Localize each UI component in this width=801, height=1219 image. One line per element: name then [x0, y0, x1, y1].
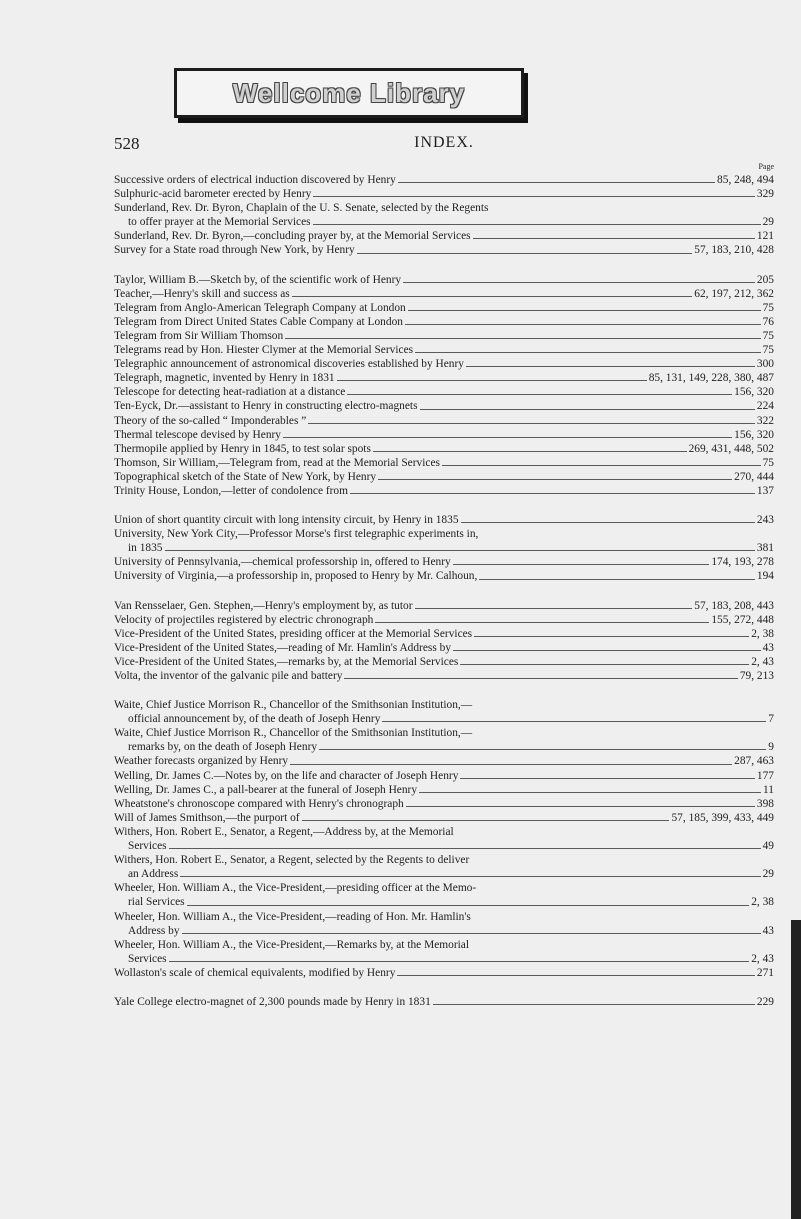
index-entry	[114, 287, 774, 301]
leader-line	[337, 380, 647, 381]
entry-pages: 2, 43	[751, 952, 774, 965]
index-entry	[114, 428, 774, 442]
entry-text: Waite, Chief Justice Morrison R., Chancellor of the Smithsonian Institution,—	[114, 699, 473, 712]
entry-pages: 29	[762, 868, 774, 881]
leader-line	[460, 778, 755, 779]
index-body	[114, 173, 774, 1024]
leader-line	[382, 721, 766, 722]
leader-line	[290, 764, 732, 765]
index-entry	[114, 357, 774, 371]
entry-text: Vice-President of the United States, presiding officer at the Memorial Services	[114, 627, 473, 640]
index-entry	[114, 769, 774, 783]
leader-line	[415, 352, 761, 353]
entry-text: Topographical sketch of the State of New York, by Henry	[114, 470, 377, 483]
entry-continuation	[114, 895, 774, 909]
leader-line	[460, 664, 749, 665]
leader-line	[406, 806, 755, 807]
page-header	[114, 134, 774, 171]
entry-pages: 156, 320	[734, 386, 774, 399]
leader-line	[344, 678, 737, 679]
entry-continuation-text: to offer prayer at the Memorial Services	[128, 216, 311, 229]
entry-text: Telegraph, magnetic, invented by Henry in 1831	[114, 372, 335, 385]
entry-text: Waite, Chief Justice Morrison R., Chancellor of the Smithsonian Institution,—	[114, 727, 473, 740]
page-number: 528	[114, 134, 140, 153]
entry-pages: 62, 197, 212, 362	[694, 287, 774, 300]
entry-pages: 269, 431, 448, 502	[688, 442, 774, 455]
leader-line	[165, 550, 755, 551]
index-entry	[114, 569, 774, 583]
running-head: INDEX.	[414, 134, 474, 151]
leader-line	[169, 848, 761, 849]
entry-text: Vice-President of the United States,—reading of Mr. Hamlin's Address by	[114, 641, 452, 654]
entry-continuation	[114, 867, 774, 881]
entry-pages: 2, 38	[751, 896, 774, 909]
library-stamp-text: Wellcome Library	[232, 77, 466, 108]
index-entry	[114, 371, 774, 385]
entry-text: Telegraphic announcement of astronomical discoveries established by Henry	[114, 358, 464, 371]
entry-pages: 155, 272, 448	[711, 613, 774, 626]
leader-line	[347, 394, 732, 395]
index-entry	[114, 726, 774, 754]
entry-text: Survey for a State road through New York, by Henry	[114, 244, 355, 257]
index-entry	[114, 484, 774, 498]
leader-line	[453, 650, 761, 651]
entry-text: Volta, the inventor of the galvanic pile and battery	[114, 670, 343, 682]
leader-line	[319, 749, 766, 750]
entry-pages: 177	[756, 769, 774, 782]
index-entry	[114, 627, 774, 641]
index-entry	[114, 881, 774, 909]
entry-pages: 137	[756, 484, 774, 497]
entry-text: Withers, Hon. Robert E., Senator, a Regent,—Address by, at the Memorial	[114, 825, 454, 838]
index-entry	[114, 343, 774, 357]
entry-continuation	[114, 712, 774, 726]
leader-line	[473, 238, 755, 239]
entry-text: Trinity House, London,—letter of condolence from	[114, 484, 348, 497]
entry-continuation-text: rial Services	[128, 896, 185, 909]
index-entry	[114, 273, 774, 287]
leader-line	[283, 437, 732, 438]
leader-line	[403, 282, 755, 283]
index-entry	[114, 173, 774, 187]
entry-text: Sunderland, Rev. Dr. Byron, Chaplain of the U. S. Senate, selected by the Regents	[114, 202, 489, 215]
entry-text: Van Rensselaer, Gen. Stephen,—Henry's employment by, as tutor	[114, 599, 413, 612]
leader-line	[313, 196, 755, 197]
index-entry	[114, 301, 774, 315]
index-entry	[114, 399, 774, 413]
entry-pages: 75	[762, 301, 774, 314]
index-entry	[114, 754, 774, 768]
entry-pages: 57, 183, 208, 443	[694, 599, 774, 612]
index-entry	[114, 655, 774, 669]
entry-pages: 43	[762, 924, 774, 937]
entry-pages: 205	[756, 273, 774, 286]
entry-pages: 271	[756, 966, 774, 979]
index-entry	[114, 329, 774, 343]
index-group	[114, 599, 774, 684]
leader-line	[187, 905, 750, 906]
entry-pages: 57, 183, 210, 428	[694, 244, 774, 257]
entry-text: Velocity of projectiles registered by electric chronograph	[114, 613, 374, 626]
leader-line	[408, 310, 761, 311]
leader-line	[397, 975, 755, 976]
entry-pages: 287, 463	[734, 755, 774, 768]
entry-text: Vice-President of the United States,—remarks by, at the Memorial Services	[114, 655, 459, 668]
leader-line	[182, 933, 761, 934]
index-entry	[114, 910, 774, 938]
leader-line	[433, 1004, 755, 1005]
leader-line	[398, 182, 715, 183]
entry-text: Wheeler, Hon. William A., the Vice-President,—reading of Hon. Mr. Hamlin's	[114, 910, 471, 923]
index-entry	[114, 669, 774, 683]
entry-pages: 300	[756, 358, 774, 371]
entry-pages: 85, 248, 494	[717, 174, 774, 186]
library-stamp	[174, 68, 524, 118]
leader-line	[285, 338, 760, 339]
entry-text: Wheeler, Hon. William A., the Vice-President,—Remarks by, at the Memorial	[114, 938, 470, 951]
entry-text: Theory of the so-called “ Imponderables ”	[114, 414, 307, 427]
entry-continuation-text: an Address	[128, 868, 179, 881]
entry-pages: 2, 38	[751, 627, 774, 640]
leader-line	[292, 296, 693, 297]
entry-continuation-text: official announcement by, of the death of Joseph Henry	[128, 713, 381, 726]
entry-pages: 322	[756, 414, 774, 427]
entry-continuation-text: Address by	[128, 924, 180, 937]
entry-text: Telescope for detecting heat-radiation at a distance	[114, 386, 346, 399]
entry-text: Wollaston's scale of chemical equivalents, modified by Henry	[114, 966, 396, 979]
entry-text: Thermopile applied by Henry in 1845, to test solar spots	[114, 442, 371, 455]
index-entry	[114, 995, 774, 1009]
leader-line	[180, 876, 760, 877]
entry-text: Successive orders of electrical induction discovered by Henry	[114, 174, 396, 186]
index-entry	[114, 641, 774, 655]
index-group	[114, 513, 774, 583]
index-entry	[114, 811, 774, 825]
entry-pages: 11	[763, 783, 774, 796]
entry-pages: 57, 185, 399, 433, 449	[671, 811, 774, 824]
entry-text: Thomson, Sir William,—Telegram from, read at the Memorial Services	[114, 456, 440, 469]
entry-pages: 121	[756, 230, 774, 243]
leader-line	[169, 961, 750, 962]
leader-line	[308, 423, 755, 424]
entry-pages: 9	[768, 741, 774, 754]
entry-text: Union of short quantity circuit with long intensity circuit, by Henry in 1835	[114, 514, 459, 527]
entry-text: Will of James Smithson,—the purport of	[114, 811, 300, 824]
leader-line	[420, 409, 755, 410]
entry-text: Welling, Dr. James C., a pall-bearer at the funeral of Joseph Henry	[114, 783, 418, 796]
index-entry	[114, 414, 774, 428]
scan-edge	[791, 920, 801, 1219]
entry-text: Telegram from Direct United States Cable Company at London	[114, 315, 403, 328]
entry-continuation-text: Services	[128, 840, 167, 853]
entry-text: Sunderland, Rev. Dr. Byron,—concluding prayer by, at the Memorial Services	[114, 230, 471, 243]
entry-continuation-text: in 1835	[128, 542, 163, 555]
index-entry	[114, 783, 774, 797]
index-entry	[114, 201, 774, 229]
index-entry	[114, 243, 774, 257]
index-entry	[114, 797, 774, 811]
leader-line	[461, 522, 755, 523]
entry-pages: 2, 43	[751, 655, 774, 668]
entry-text: Weather forecasts organized by Henry	[114, 755, 289, 768]
index-entry	[114, 385, 774, 399]
entry-text: Telegram from Anglo-American Telegraph Company at London	[114, 301, 406, 314]
index-entry	[114, 456, 774, 470]
entry-continuation	[114, 215, 774, 229]
leader-line	[419, 792, 761, 793]
entry-continuation	[114, 541, 774, 555]
leader-line	[474, 636, 749, 637]
entry-pages: 229	[756, 995, 774, 1008]
leader-line	[405, 324, 761, 325]
entry-pages: 85, 131, 149, 228, 380, 487	[648, 372, 774, 385]
index-entry	[114, 527, 774, 555]
index-entry	[114, 442, 774, 456]
entry-pages: 79, 213	[739, 670, 774, 682]
leader-line	[375, 622, 709, 623]
index-group	[114, 173, 774, 258]
entry-continuation	[114, 740, 774, 754]
entry-pages: 224	[756, 400, 774, 413]
entry-pages: 29	[762, 216, 774, 229]
entry-text: University of Pennsylvania,—chemical professorship in, offered to Henry	[114, 556, 451, 569]
leader-line	[415, 608, 693, 609]
entry-text: Sulphuric-acid barometer erected by Henry	[114, 188, 312, 201]
index-entry	[114, 229, 774, 243]
entry-text: Wheeler, Hon. William A., the Vice-President,—presiding officer at the Memo-	[114, 882, 477, 895]
entry-pages: 243	[756, 514, 774, 527]
index-group	[114, 273, 774, 499]
index-entry	[114, 938, 774, 966]
leader-line	[378, 479, 732, 480]
index-group	[114, 995, 774, 1009]
entry-pages: 43	[762, 641, 774, 654]
leader-line	[350, 493, 755, 494]
entry-pages: 75	[762, 344, 774, 357]
index-entry	[114, 698, 774, 726]
entry-pages: 156, 320	[734, 428, 774, 441]
entry-text: Yale College electro-magnet of 2,300 pounds made by Henry in 1831	[114, 995, 431, 1008]
entry-continuation-text: remarks by, on the death of Joseph Henry	[128, 741, 318, 754]
entry-text: Withers, Hon. Robert E., Senator, a Regent, selected by the Regents to deliver	[114, 854, 470, 867]
entry-text: University, New York City,—Professor Morse's first telegraphic experiments in,	[114, 528, 479, 541]
entry-text: Welling, Dr. James C.—Notes by, on the life and character of Joseph Henry	[114, 769, 459, 782]
entry-continuation-text: Services	[128, 952, 167, 965]
entry-pages: 7	[768, 713, 774, 726]
entry-text: Wheatstone's chronoscope compared with Henry's chronograph	[114, 797, 404, 810]
index-entry	[114, 966, 774, 980]
entry-pages: 194	[756, 570, 774, 583]
entry-continuation	[114, 839, 774, 853]
entry-continuation	[114, 952, 774, 966]
entry-text: Thermal telescope devised by Henry	[114, 428, 281, 441]
leader-line	[313, 224, 761, 225]
index-entry	[114, 513, 774, 527]
entry-pages: 49	[762, 840, 774, 853]
entry-continuation	[114, 924, 774, 938]
entry-text: Ten-Eyck, Dr.—assistant to Henry in constructing electro-magnets	[114, 400, 418, 413]
index-entry	[114, 187, 774, 201]
entry-text: Teacher,—Henry's skill and success as	[114, 287, 290, 300]
index-entry	[114, 555, 774, 569]
entry-text: Telegrams read by Hon. Hiester Clymer at the Memorial Services	[114, 344, 414, 357]
entry-pages: 329	[756, 188, 774, 201]
entry-pages: 270, 444	[734, 470, 774, 483]
index-entry	[114, 470, 774, 484]
entry-pages: 381	[756, 542, 774, 555]
entry-pages: 174, 193, 278	[711, 556, 774, 569]
entry-pages: 398	[756, 797, 774, 810]
page-column-label: Page	[758, 162, 774, 171]
index-entry	[114, 825, 774, 853]
leader-line	[466, 366, 755, 367]
leader-line	[357, 253, 693, 254]
leader-line	[479, 579, 755, 580]
leader-line	[373, 451, 687, 452]
index-entry	[114, 853, 774, 881]
index-entry	[114, 315, 774, 329]
leader-line	[453, 564, 710, 565]
entry-text: Taylor, William B.—Sketch by, of the scientific work of Henry	[114, 273, 402, 286]
leader-line	[302, 820, 670, 821]
entry-pages: 75	[762, 456, 774, 469]
index-group	[114, 698, 774, 980]
index-entry	[114, 599, 774, 613]
entry-pages: 75	[762, 329, 774, 342]
entry-pages: 76	[762, 315, 774, 328]
index-entry	[114, 613, 774, 627]
leader-line	[442, 465, 761, 466]
entry-text: University of Virginia,—a professorship in, proposed to Henry by Mr. Calhoun,	[114, 570, 478, 583]
entry-text: Telegram from Sir William Thomson	[114, 329, 284, 342]
